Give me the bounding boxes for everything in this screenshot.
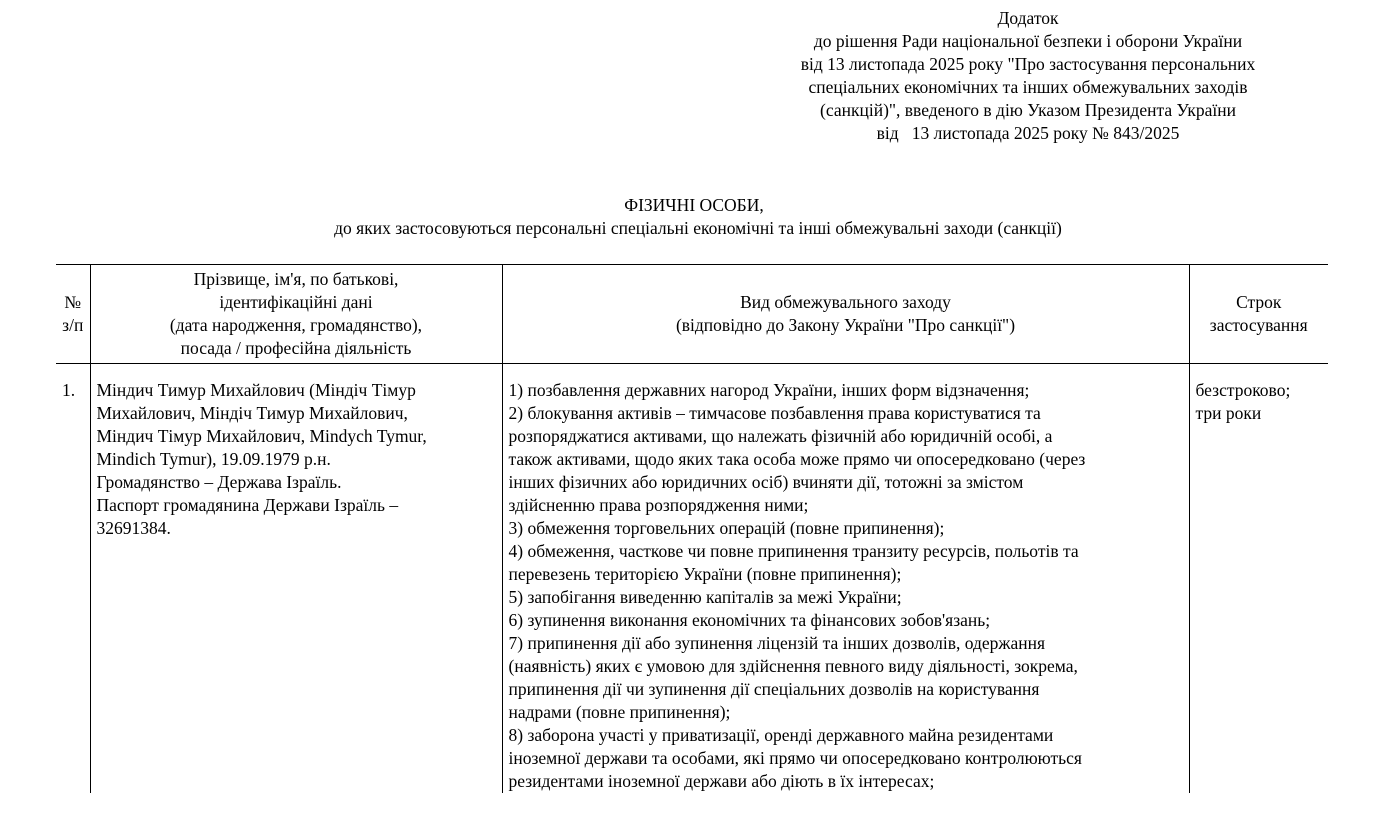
person-details: Міндич Тимур Михайлович (Міндіч Тімур Михайлович, Міндіч Тимур Михайлович, Міндич Тімур Михайлович, Mindych Tymur, Mindich Tymur), 19.09.1979 р.н. Громадянство – Держава Ізраїль. Паспорт громадянина Держави Ізраїль – 32691384. [90,364,502,794]
appendix-header [728,7,1328,145]
sanction-term: безстроково; три роки [1189,364,1328,794]
table-row [56,364,1328,794]
title-line-1: ФІЗИЧНІ ОСОБИ, [624,195,764,215]
appendix-line: спеціальних економічних та інших обмежувальних заходів [808,77,1248,97]
header-term: Строк застосування [1189,265,1328,364]
title-line-2: до яких застосовуються персональні спеціальні економічні та інші обмежувальні заходи (санкції) [334,218,1062,238]
sanction-measures: 1) позбавлення державних нагород України, інших форм відзначення; 2) блокування активів – тимчасове позбавлення права користуватися та розпоряджатися активами, що належать фізичній або юридичній особі, а також активами, щодо яких така особа може прямо чи опосередковано (через інших фізичних або юридичних осіб) вчиняти дії, тотожні за змістом здійсненню права розпорядження ними; 3) обмеження торговельних операцій (повне припинення); 4) обмеження, часткове чи повне припинення транзиту ресурсів, польотів та перевезень територією України (повне припинення); 5) запобігання виведенню капіталів за межі України; 6) зупинення виконання економічних та фінансових зобов'язань; 7) припинення дії або зупинення ліцензій та інших дозволів, одержання (наявність) яких є умовою для здійснення певного виду діяльності, зокрема, припинення дії чи зупинення дії спеціальних дозволів на користування надрами (повне припинення); 8) заборона участі у приватизації, оренді державного майна резидентами іноземної держави та особами, які прямо чи опосередковано контролюються резидентами іноземної держави або діють в їх інтересах; [502,364,1189,794]
document-title [0,194,1388,240]
header-person: Прізвище, ім'я, по батькові, ідентифікаційні дані (дата народження, громадянство), посада / професійна діяльність [90,265,502,364]
table-header-row [56,265,1328,364]
appendix-line: до рішення Ради національної безпеки і оборони України [813,31,1243,51]
appendix-line: (санкцій)", введеного в дію Указом Президента України [820,100,1236,120]
appendix-line: Додаток [997,8,1059,28]
header-measure: Вид обмежувального заходу (відповідно до Закону України "Про санкції") [502,265,1189,364]
sanctions-table [56,264,1328,793]
row-number: 1. [62,380,76,400]
header-num: № з/п [56,265,90,364]
appendix-line: від 13 листопада 2025 року № 843/2025 [876,123,1180,143]
appendix-line: від 13 листопада 2025 року "Про застосування персональних [800,54,1256,74]
